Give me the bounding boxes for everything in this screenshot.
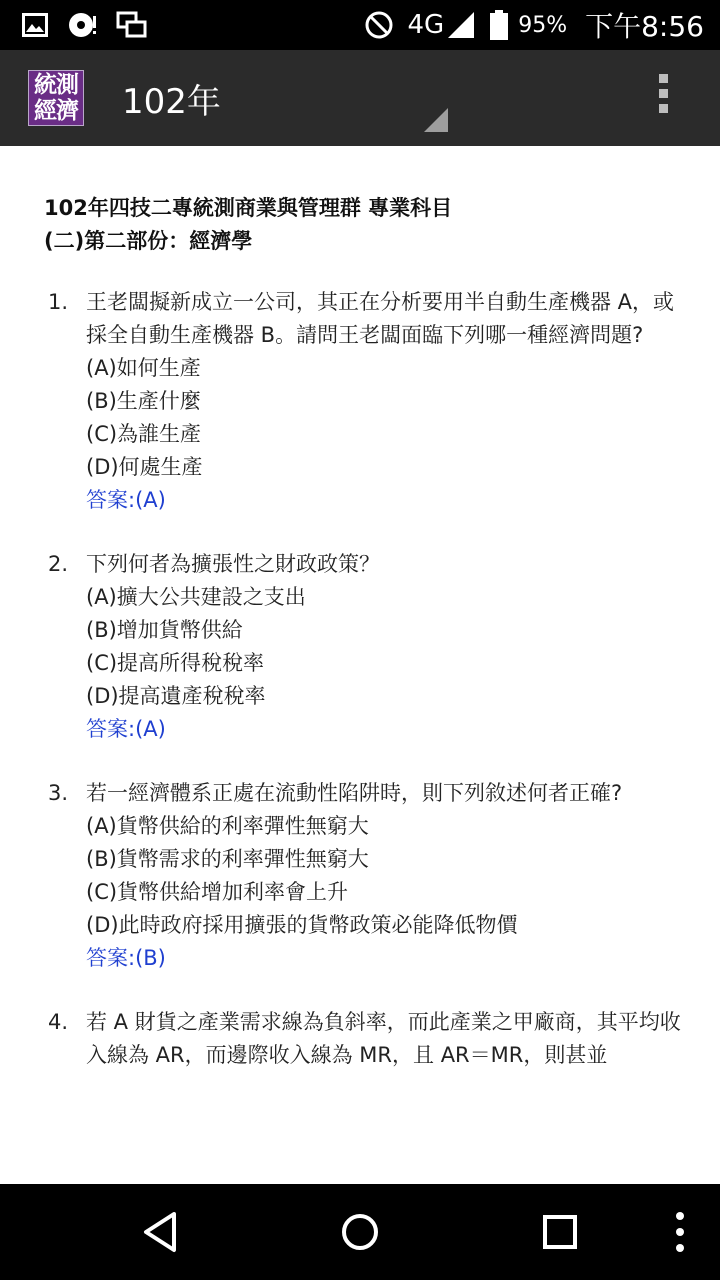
question-item: [0, 777, 720, 975]
page-heading: [44, 192, 452, 258]
clock: 下午8:56: [585, 10, 704, 43]
status-notifications: [22, 10, 148, 40]
answer-text: 答案:(B): [86, 946, 166, 970]
option-a: (A)如何生產: [86, 356, 201, 380]
navigation-bar: [0, 1184, 720, 1280]
option-a: (A)貨幣供給的利率彈性無窮大: [86, 814, 369, 838]
screens-icon: [116, 11, 148, 39]
home-icon[interactable]: [336, 1208, 384, 1256]
option-c: (C)貨幣供給增加利率會上升: [86, 880, 349, 904]
option-b: (B)生產什麼: [86, 389, 201, 413]
answer-text: 答案:(A): [86, 717, 166, 741]
question-list: [0, 286, 720, 1103]
question-number: 2.: [48, 552, 69, 576]
option-b: (B)貨幣需求的利率彈性無窮大: [86, 847, 369, 871]
back-icon[interactable]: [136, 1208, 184, 1256]
signal-icon: [446, 10, 476, 40]
battery-percent: 95%: [518, 12, 568, 38]
app-logo-line1: 統測: [34, 72, 78, 98]
image-icon: [22, 13, 48, 37]
question-stem: 若 A 財貨之產業需求線為負斜率，而此產業之甲廠商，其平均收入線為 AR，而邊際收入線為 MR，且 AR＝MR，則甚並: [86, 1010, 681, 1067]
option-d: (D)提高遺產稅稅率: [86, 684, 266, 708]
option-d: (D)何處生產: [86, 455, 203, 479]
battery-icon: [490, 10, 508, 40]
question-number: 4.: [48, 1010, 69, 1034]
question-content[interactable]: [0, 146, 720, 1184]
question-number: 1.: [48, 290, 69, 314]
option-a: (A)擴大公共建設之支出: [86, 585, 306, 609]
status-indicators: [364, 8, 705, 42]
overflow-menu-icon[interactable]: [650, 74, 676, 122]
app-logo-line2: 經濟: [34, 98, 78, 124]
app-logo[interactable]: [28, 70, 84, 126]
question-item: [0, 1006, 720, 1072]
question-stem: 王老闆擬新成立一公司，其正在分析要用半自動生產機器 A，或採全自動生產機器 B。請問王老闆面臨下列哪一種經濟問題?: [86, 290, 675, 347]
question-item: [0, 286, 720, 517]
status-bar: [0, 0, 720, 50]
question-stem: 若一經濟體系正處在流動性陷阱時，則下列敘述何者正確?: [86, 781, 623, 805]
question-item: [0, 548, 720, 746]
section-title: (二)第二部份：經濟學: [44, 229, 253, 253]
network-type: 4G: [407, 10, 445, 40]
action-bar: [0, 50, 720, 146]
dnd-icon: [364, 10, 394, 40]
nav-menu-icon[interactable]: [656, 1208, 704, 1256]
option-b: (B)增加貨幣供給: [86, 618, 243, 642]
recents-icon[interactable]: [536, 1208, 584, 1256]
dropdown-indicator-icon[interactable]: [424, 108, 448, 132]
question-stem: 下列何者為擴張性之財政政策？: [86, 552, 380, 576]
option-d: (D)此時政府採用擴張的貨幣政策必能降低物價: [86, 913, 518, 937]
option-c: (C)為誰生產: [86, 422, 202, 446]
disc-icon: [66, 10, 98, 40]
question-number: 3.: [48, 781, 69, 805]
year-spinner-title[interactable]: 102年: [122, 82, 221, 122]
answer-text: 答案:(A): [86, 488, 166, 512]
option-c: (C)提高所得稅稅率: [86, 651, 265, 675]
exam-title: 102年四技二專統測商業與管理群 專業科目: [44, 196, 453, 220]
